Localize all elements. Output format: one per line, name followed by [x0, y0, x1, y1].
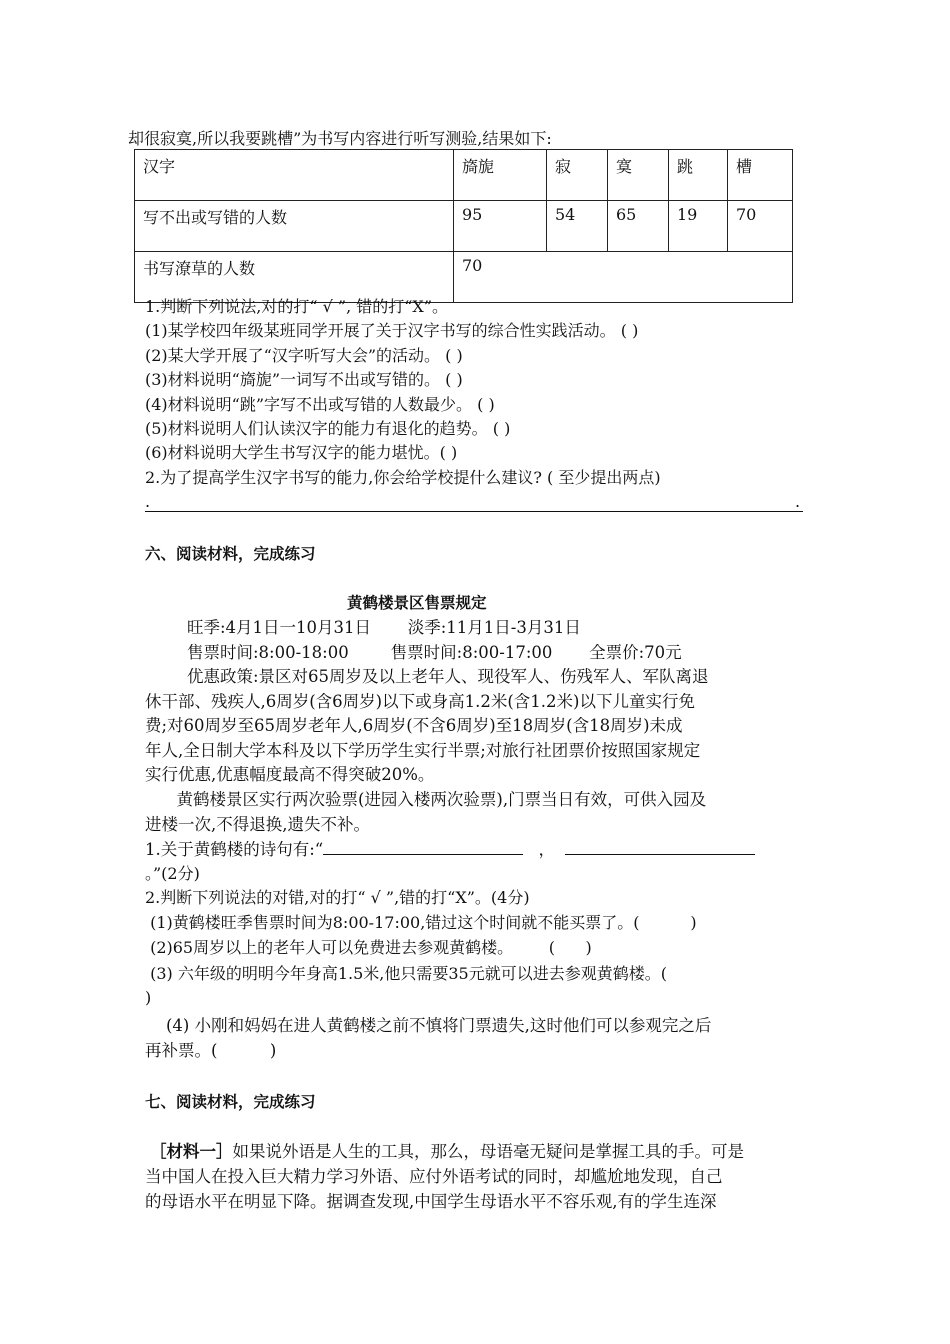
s5-item: (6)材料说明大学生书写汉字的能力堪忧。( )	[145, 443, 458, 462]
notice-line: 黄鹤楼景区实行两次验票(进园入楼两次验票),门票当日有效，可供入园及	[145, 790, 707, 809]
notice-line: 年人,全日制大学本科及以下学历学生实行半票;对旅行社团票价按照国家规定	[145, 741, 701, 760]
material-text: 如果说外语是人生的工具，那么，母语毫无疑问是掌握工具的手。可是	[232, 1142, 744, 1161]
s5-question-1: 1.判断下列说法,对的打“ √ ”, 错的打“X”。	[145, 297, 449, 316]
table-cell: 寞	[608, 150, 669, 201]
table-cell: 寂	[547, 150, 608, 201]
notice-title: 黄鹤楼景区售票规定	[347, 594, 487, 612]
table-cell: 跳	[669, 150, 728, 201]
table-row	[135, 201, 793, 252]
s6-item: )	[145, 988, 152, 1007]
answer-line[interactable]	[145, 511, 803, 512]
s6-item: (2)65周岁以上的老年人可以免费进去参观黄鹤楼。 ( )	[145, 938, 592, 957]
s6-item: 再补票。( )	[145, 1041, 277, 1060]
s5-item: (5)材料说明人们认读汉字的能力有退化的趋势。 ( )	[145, 419, 511, 438]
q1-prefix: 1.关于黄鹤楼的诗句有:“	[145, 840, 324, 859]
poem-blank-2[interactable]	[565, 838, 755, 855]
results-table	[134, 149, 793, 303]
table-cell: 70	[454, 252, 793, 303]
table-cell: 写不出或写错的人数	[135, 201, 454, 252]
notice-line: 进楼一次,不得退换,遗失不补。	[145, 815, 370, 834]
table-row	[135, 252, 793, 303]
s5-item: (1)某学校四年级某班同学开展了关于汉字书写的综合性实践活动。 ( )	[145, 321, 639, 340]
material-label: ［材料一］	[150, 1142, 233, 1161]
answer-line-start: .	[145, 492, 151, 511]
notice-line: 售票时间:8:00-18:00 售票时间:8:00-17:00 全票价:70元	[145, 643, 682, 662]
q1-end: 。”(2分)	[145, 864, 200, 883]
section7-heading: 七、阅读材料，完成练习	[145, 1093, 316, 1111]
notice-line: 优惠政策:景区对65周岁及以上老年人、现役军人、伤残军人、军队离退	[145, 667, 709, 686]
section6-heading: 六、阅读材料，完成练习	[145, 545, 316, 563]
table-cell: 70	[728, 201, 793, 252]
s5-item: (3)材料说明“旖旎”一词写不出或写错的。 ( )	[145, 370, 463, 389]
table-cell: 54	[547, 201, 608, 252]
material-line: 当中国人在投入巨大精力学习外语、应付外语考试的同时，却尴尬地发现，自己	[145, 1167, 723, 1186]
poem-blank-1[interactable]	[323, 838, 523, 855]
notice-line: 实行优惠,优惠幅度最高不得突破20%。	[145, 765, 435, 784]
s6-item: (3) 六年级的明明今年身高1.5米,他只需要35元就可以进去参观黄鹤楼。(	[145, 964, 667, 983]
s5-item: (4)材料说明“跳”字写不出或写错的人数最少。 ( )	[145, 395, 495, 414]
table-cell: 旖旎	[454, 150, 547, 201]
material-line: 的母语水平在明显下降。据调查发现,中国学生母语水平不容乐观,有的学生连深	[145, 1192, 717, 1211]
intro-line: 却很寂寞,所以我要跳槽”为书写内容进行听写测验,结果如下:	[128, 129, 552, 148]
s6-item: (4) 小刚和妈妈在进人黄鹤楼之前不慎将门票遗失,这时他们可以参观完之后	[145, 1016, 712, 1035]
s6-question-1	[145, 838, 755, 862]
table-cell: 书写潦草的人数	[135, 252, 454, 303]
s6-question-2: 2.判断下列说法的对错,对的打“ √ ”,错的打“X”。(4分)	[145, 888, 530, 907]
s6-item: (1)黄鹤楼旺季售票时间为8:00-17:00,错过这个时间就不能买票了。( )	[145, 913, 697, 932]
s5-question-2: 2.为了提高学生汉字书写的能力,你会给学校提什么建议? ( 至少提出两点)	[145, 468, 661, 487]
q1-separator: ，	[538, 840, 555, 859]
material-line	[150, 1140, 744, 1164]
table-cell: 95	[454, 201, 547, 252]
table-cell: 槽	[728, 150, 793, 201]
notice-line: 费;对60周岁至65周岁老年人,6周岁(不含6周岁)至18周岁(含18周岁)未成	[145, 716, 683, 735]
table-cell: 19	[669, 201, 728, 252]
s5-item: (2)某大学开展了“汉字听写大会”的活动。 ( )	[145, 346, 463, 365]
notice-line: 休干部、残疾人,6周岁(含6周岁)以下或身高1.2米(含1.2米)以下儿童实行免	[145, 692, 695, 711]
table-cell: 65	[608, 201, 669, 252]
table-cell: 汉字	[135, 150, 454, 201]
answer-line-end: .	[795, 492, 801, 511]
table-row	[135, 150, 793, 201]
notice-line: 旺季:4月1日一10月31日 淡季:11月1日-3月31日	[145, 618, 581, 637]
